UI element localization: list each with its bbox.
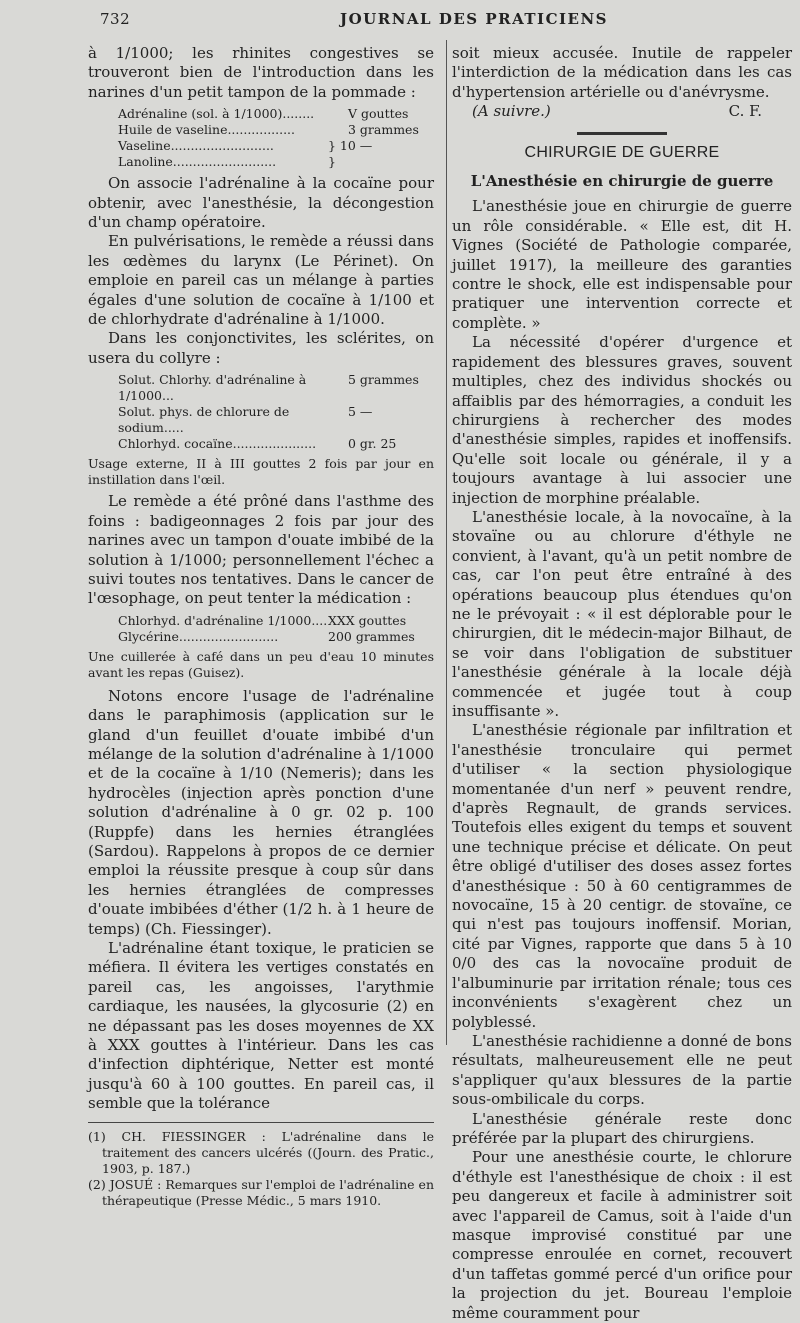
paragraph: L'anesthésie joue en chirurgie de guerre un rôle considérable. « Elle est, dit H. Vignes (Société de Pathologie comparée, juillet 1917), la meilleure des garanties contre le shock, elle est indispensable pour pratiquer une intervention correcte et complète. » [452, 197, 792, 332]
formula-dose: } 10 — [328, 138, 373, 154]
formula-3 [118, 613, 434, 645]
formula-2 [118, 372, 434, 452]
formula-1 [118, 106, 434, 170]
left-column [88, 44, 434, 1209]
paragraph: soit mieux accusée. Inutile de rappeler l'interdiction de la médication dans les cas d'hypertension artérielle ou d'anévrysme. [452, 44, 792, 101]
footnote-2: (2) JOSUÉ : Remarques sur l'emploi de l'adrénaline en thérapeutique (Presse Médic., 5 mars 1910. [88, 1176, 434, 1208]
paragraph: La nécessité d'opérer d'urgence et rapidement des blessures graves, souvent multiples, chez des individus shockés ou affaiblis par des hémorragies, a conduit les chirurgiens à rechercher des modes d'anesthésie simples, rapides et inoffensifs. Qu'elle soit locale ou générale, il y a toujours avantage à lui associer une injection de morphine préalable. [452, 333, 792, 507]
formula-dose: } [328, 154, 336, 170]
formula-dose: 200 grammes [328, 628, 415, 644]
formula-dose: XXX gouttes [328, 612, 407, 628]
formula-ingredient: Adrénaline (sol. à 1/1000)........ [118, 106, 315, 122]
to-be-continued: (A suivre.) [472, 102, 551, 121]
paragraph: Notons encore l'usage de l'adrénaline dans le paraphimosis (application sur le gland d'un feuillet d'ouate imbibé d'un mélange de la solution d'adrénaline à 1/1000 et de la cocaïne à 1/10 (Nemeris); dans les hydrocèles (injection après ponction d'une solution d'adrénaline à 0 gr. 02 p. 100 (Ruppfe) dans les hernies étranglées (Sardou). Rappelons à propos de ce dernier emploi la réussite presque à coup sûr dans les hernies étranglées de compresses d'ouate imbibées d'éther (1/2 h. à 1 heure de temps) (Ch. Fiessinger). [88, 686, 434, 938]
section-rule [577, 132, 667, 135]
formula-dose: V gouttes [348, 106, 409, 122]
section-title: CHIRURGIE DE GUERRE [524, 143, 720, 161]
signature-line [452, 102, 792, 121]
paragraph: L'anesthésie générale reste donc préférée par la plupart des chirurgiens. [452, 1109, 792, 1147]
footnotes [88, 1122, 434, 1209]
formula-dose: 0 gr. 25 [348, 436, 397, 452]
paragraph: On associe l'adrénaline à la cocaïne pour obtenir, avec l'anesthésie, la décongestion d'un champ opératoire. [88, 174, 434, 232]
formula-ingredient: Solut. Chlorhy. d'adrénaline à 1/1000... [118, 372, 307, 404]
paragraph: L'anesthésie locale, à la novocaïne, à la stovaïne ou au chlorure d'éthyle ne convient, à l'avant, qu'à un petit nombre de cas, car l'on peut être entraîné à des opérations beaucoup plus étendues qu'on ne le prévoyait : « il est déplorable pour le chirurgien, dit le médecin-major Bilhaut, de se voir dans l'obligation de substituer l'anesthésie générale à la locale déjà commencée et jugée tout à coup insuffisante ». [452, 507, 792, 720]
formula-ingredient: Solut. phys. de chlorure de sodium..... [118, 404, 290, 436]
paragraph: L'adrénaline étant toxique, le praticien se méfiera. Il évitera les vertiges constatés en pareil cas, les angoisses, l'arythmie cardiaque, les nausées, la glycosurie (2) en ne dépassant pas les doses moyennes de XX à XXX gouttes à l'intérieur. Dans les cas d'infection diphtérique, Netter est monté jusqu'à 60 à 100 gouttes. En pareil cas, il semble que la tolérance [88, 939, 434, 1113]
formula-dose: 3 grammes [348, 122, 419, 138]
column-divider [446, 40, 447, 1045]
paragraph: L'anesthésie rachidienne a donné de bons résultats, malheureusement elle ne peut s'appliquer qu'aux blessures de la partie sous-ombilicale du corps. [452, 1031, 792, 1109]
paragraph: Dans les conjonctivites, les sclérites, on usera du collyre : [88, 329, 434, 367]
footnote-1: (1) CH. FIESSINGER : L'adrénaline dans le traitement des cancers ulcérés ((Journ. des Pratic., 1903, p. 187.) [88, 1128, 434, 1176]
paragraph: Pour une anesthésie courte, le chlorure d'éthyle est l'anesthésique de choix : il est peu dangereux et facile à administrer soit avec l'appareil de Camus, soit à l'aide d'un masque improvisé constitué par une compresse enroulée en cornet, recouvert d'un taffetas gommé percé d'un orifice pour la projection du jet. Boureau l'emploie même couramment pour [452, 1148, 792, 1322]
right-column [452, 44, 792, 1323]
formula-ingredient: Huile de vaseline................. [118, 122, 296, 138]
formula-ingredient: Chlorhyd. d'adrénaline 1/1000.... [118, 612, 328, 628]
formula-ingredient: Vaseline.......................... [118, 138, 274, 154]
paragraph: Le remède a été prôné dans l'asthme des foins : badigeonnages 2 fois par jour des narines avec un tampon d'ouate imbibé de la solution à 1/1000; personnellement l'échec a suivi toutes nos tentatives. Dans le cancer de l'œsophage, on peut tenter la médication : [88, 492, 434, 608]
page-number: 732 [100, 10, 131, 28]
formula-ingredient: Glycérine......................... [118, 628, 279, 644]
journal-title: JOURNAL DES PRATICIENS [340, 10, 608, 28]
formula-dose: 5 — [348, 404, 373, 420]
page-header [0, 6, 800, 34]
paragraph: En pulvérisations, le remède a réussi dans les œdèmes du larynx (Le Périnet). On emploie en pareil cas un mélange à parties égales d'une solution de cocaïne à 1/100 et de chlorhydrate d'adrénaline à 1/1000. [88, 232, 434, 329]
formula-ingredient: Lanoline.......................... [118, 154, 277, 170]
formula-ingredient: Chlorhyd. cocaïne..................... [118, 436, 317, 452]
author-initials: C. F. [728, 102, 762, 121]
formula-note: Usage externe, II à III gouttes 2 fois par jour en instillation dans l'œil. [88, 456, 434, 488]
paragraph: L'anesthésie régionale par infiltration et l'anesthésie tronculaire qui permet d'utiliser « la section physiologique momentanée d'un nerf » peuvent rendre, d'après Regnault, de grands services. Toutefois elles exigent du temps et souvent une technique précise et délicate. On peut être obligé d'utiliser des doses assez fortes d'anesthésique : 50 à 60 centigrammes de novocaïne, 15 à 20 centigr. de stovaïne, ce qui n'est pas toujours inoffensif. Morian, cité par Vignes, rapporte que dans 5 à 10 0/0 des cas la novocaïne produit de l'albuminurie par irritation rénale; tous ces inconvénients s'exagèrent chez un polyblessé. [452, 721, 792, 1031]
article-title: L'Anesthésie en chirurgie de guerre [470, 172, 774, 191]
formula-dose: 5 grammes [348, 372, 419, 388]
formula-note: Une cuillerée à café dans un peu d'eau 10 minutes avant les repas (Guisez). [88, 648, 434, 680]
paragraph: à 1/1000; les rhinites congestives se trouveront bien de l'introduction dans les narines d'un petit tampon de la pommade : [88, 44, 434, 101]
